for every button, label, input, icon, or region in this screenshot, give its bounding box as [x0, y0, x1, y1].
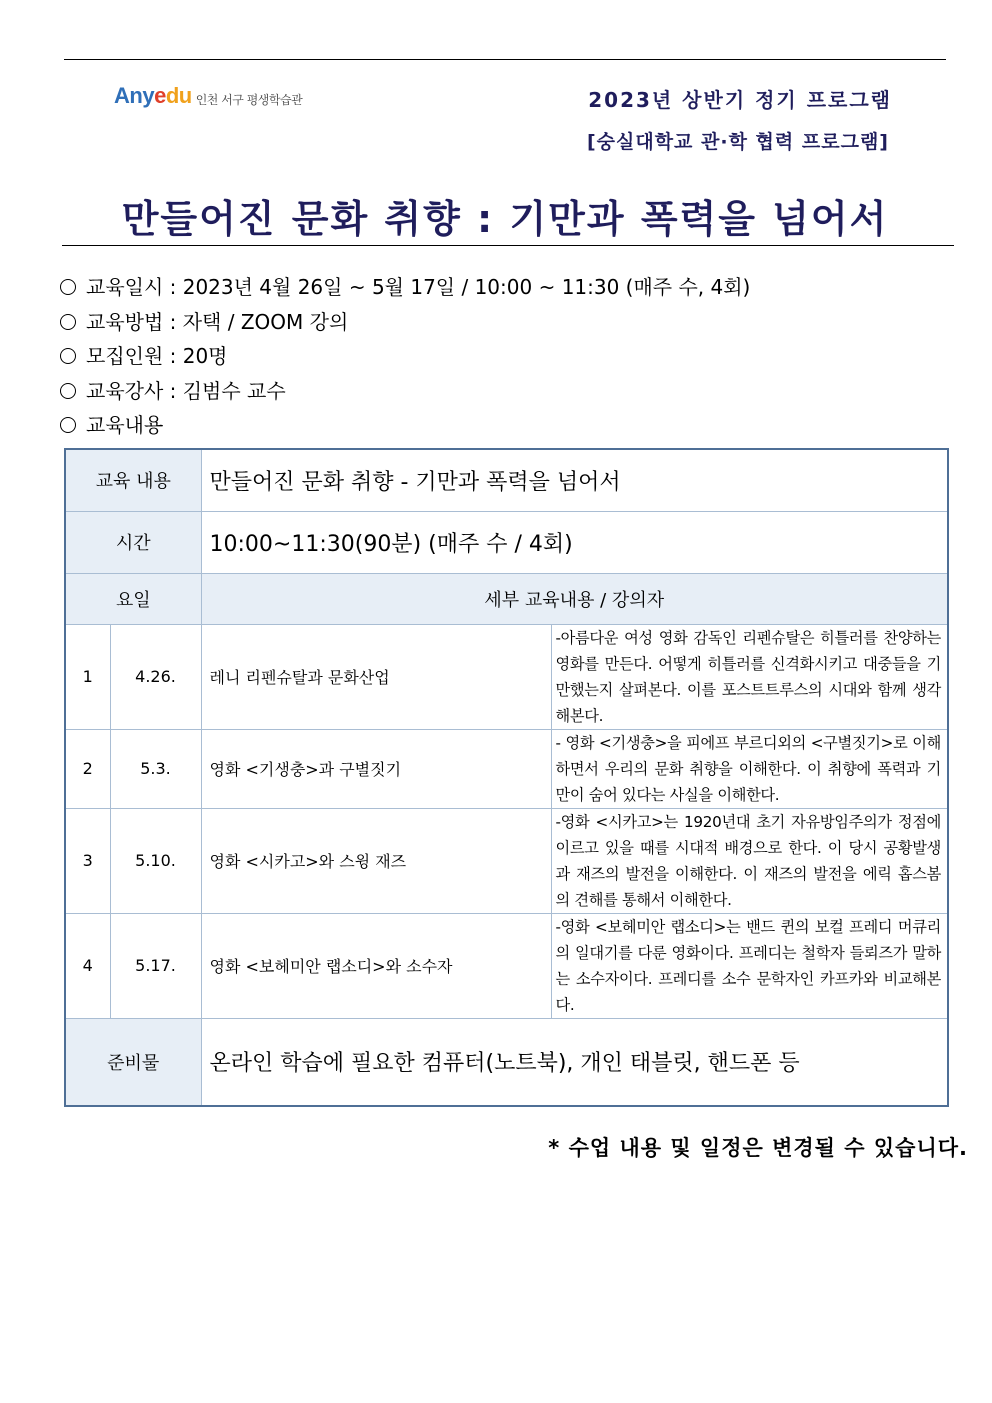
circle-bullet-icon [60, 348, 76, 364]
session-topic: 영화 <보헤미안 랩소디>와 소수자 [201, 913, 551, 1018]
info-value: 20명 [182, 344, 228, 368]
info-item-instructor [60, 374, 750, 409]
session-row [65, 624, 948, 729]
logo-brand: Anyedu [114, 83, 192, 108]
top-rule [64, 59, 946, 60]
table-row [65, 1018, 948, 1106]
info-sep: : [163, 378, 183, 403]
circle-bullet-icon [60, 314, 76, 330]
info-value: 자택 / ZOOM 강의 [182, 309, 349, 334]
info-value: 김범수 교수 [182, 378, 286, 403]
info-label: 교육방법 [86, 309, 164, 334]
info-value: 2023년 4월 26일 ~ 5월 17일 / 10:00 ~ 11:30 (매주 수, 4회) [182, 275, 751, 299]
info-label: 교육강사 [86, 378, 164, 403]
info-item-capacity [60, 339, 750, 374]
info-label: 교육내용 [86, 413, 164, 437]
session-number: 2 [65, 729, 110, 808]
table-header-row [65, 573, 948, 624]
logo-org-name: 인천 서구 평생학습관 [195, 92, 303, 107]
schedule-table [64, 448, 949, 1107]
info-sep: : [163, 275, 183, 299]
content-label: 교육 내용 [65, 449, 201, 511]
time-label: 시간 [65, 511, 201, 573]
info-sep: : [163, 309, 183, 334]
session-number: 3 [65, 808, 110, 913]
session-date: 4.26. [110, 624, 201, 729]
session-topic: 레니 리펜슈탈과 문화산업 [201, 624, 551, 729]
table-row [65, 449, 948, 511]
session-description: -아름다운 여성 영화 감독인 리펜슈탈은 히틀러를 찬양하는 영화를 만든다. 어떻게 히틀러를 신격화시키고 대중들을 기만했는지 살펴본다. 이를 포스트트루스의 시대와 함께 생각해본다. [551, 624, 948, 729]
info-sep: : [163, 344, 183, 368]
title-rule [62, 245, 954, 246]
time-value: 10:00~11:30(90분) (매주 수 / 4회) [201, 511, 948, 573]
session-date: 5.3. [110, 729, 201, 808]
session-date: 5.17. [110, 913, 201, 1018]
session-row [65, 913, 948, 1018]
info-item-method [60, 305, 750, 340]
session-description: -영화 <시카고>는 1920년대 초기 자유방임주의가 정점에 이르고 있을 때를 시대적 배경으로 한다. 이 당시 공황발생과 재즈의 발전을 이해한다. 이 재즈의 발전을 에릭 홉스봄의 견해를 통해서 이해한다. [551, 808, 948, 913]
session-description: - 영화 <기생충>을 피에프 부르디외의 <구별짓기>로 이해하면서 우리의 문화 취향을 이해한다. 이 취향에 폭력과 기만이 숨어 있다는 사실을 이해한다. [551, 729, 948, 808]
circle-bullet-icon [60, 279, 76, 295]
session-description: -영화 <보헤미안 랩소디>는 밴드 퀸의 보컬 프레디 머큐리의 일대기를 다룬 영화이다. 프레디는 철학자 들뢰즈가 말하는 소수자이다. 프레디를 소수 문학자인 카프카와 비교해본다. [551, 913, 948, 1018]
session-topic: 영화 <시카고>와 스윙 재즈 [201, 808, 551, 913]
info-label: 모집인원 [86, 344, 164, 368]
session-row [65, 808, 948, 913]
session-number: 1 [65, 624, 110, 729]
logo [114, 76, 302, 116]
day-header: 요일 [65, 573, 201, 624]
info-label: 교육일시 [86, 275, 164, 299]
materials-value: 온라인 학습에 필요한 컴퓨터(노트북), 개인 태블릿, 핸드폰 등 [201, 1018, 948, 1106]
session-number: 4 [65, 913, 110, 1018]
circle-bullet-icon [60, 383, 76, 399]
detail-header: 세부 교육내용 / 강의자 [201, 573, 948, 624]
circle-bullet-icon [60, 417, 76, 433]
session-topic: 영화 <기생충>과 구별짓기 [201, 729, 551, 808]
info-item-date [60, 270, 750, 305]
content-value: 만들어진 문화 취향 - 기만과 폭력을 넘어서 [201, 449, 948, 511]
session-date: 5.10. [110, 808, 201, 913]
footnote: * 수업 내용 및 일정은 변경될 수 있습니다. [548, 1136, 968, 1160]
info-list [60, 270, 750, 443]
partner-line: [숭실대학교 관·학 협력 프로그램] [586, 131, 889, 153]
materials-label: 준비물 [65, 1018, 201, 1106]
session-row [65, 729, 948, 808]
table-row [65, 511, 948, 573]
program-line: 2023년 상반기 정기 프로그램 [588, 88, 892, 112]
page-title: 만들어진 문화 취향 : 기만과 폭력을 넘어서 [121, 197, 889, 241]
info-item-content [60, 408, 750, 443]
